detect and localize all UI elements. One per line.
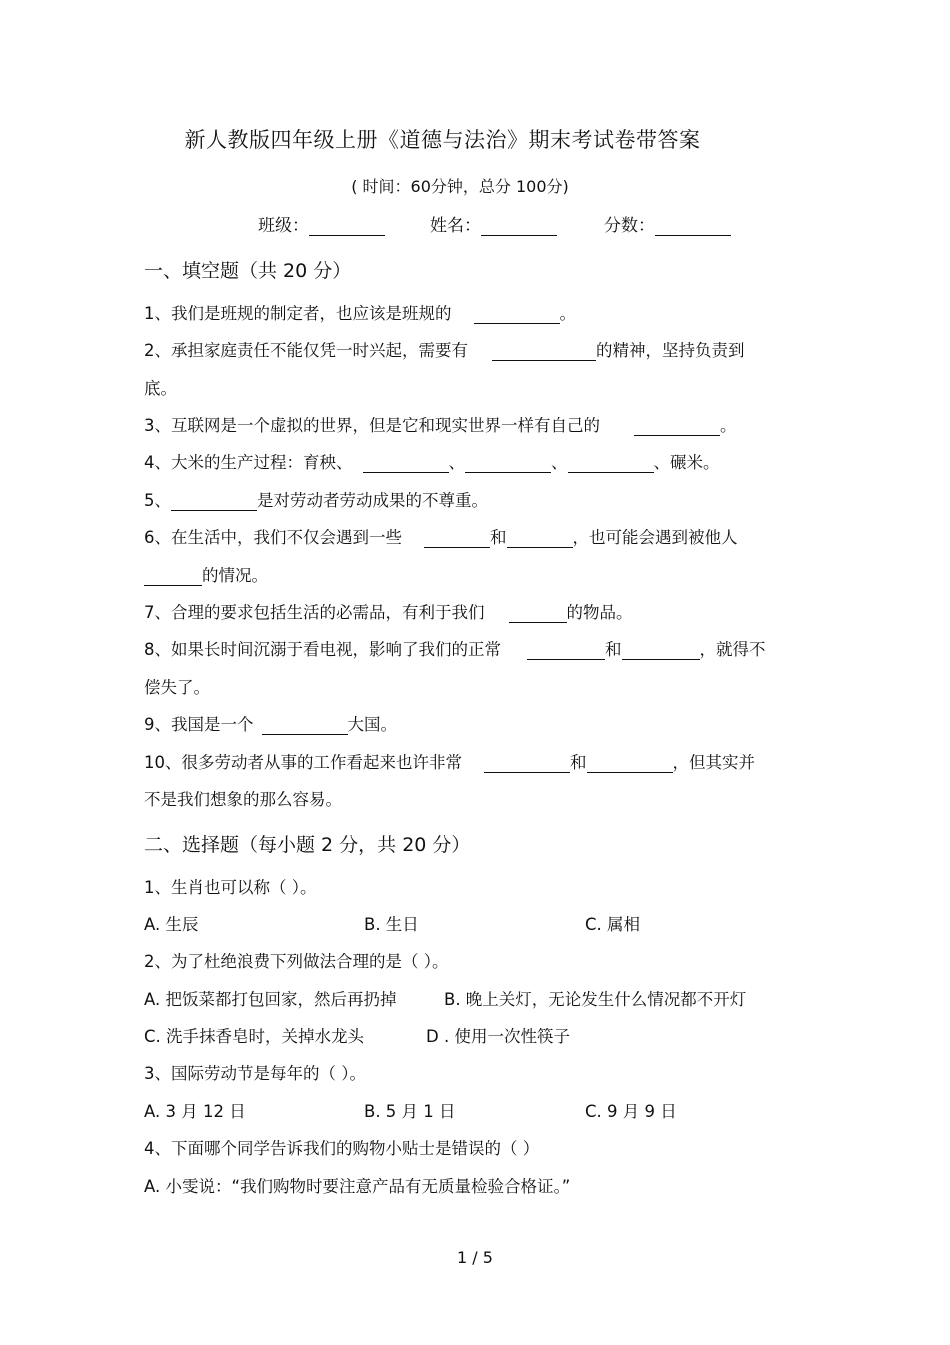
score-label: 分数： bbox=[604, 216, 655, 236]
class-blank[interactable] bbox=[309, 217, 385, 236]
option-a[interactable]: A. 生辰 bbox=[144, 915, 199, 934]
q-text: 、 bbox=[551, 453, 568, 472]
option-b[interactable]: B. 晚上关灯，无论发生什么情况都不开灯 bbox=[444, 990, 747, 1009]
q-text: 5、 bbox=[144, 491, 171, 510]
question-1-9 bbox=[144, 711, 397, 735]
q-text: ，也可能会遇到被他人 bbox=[572, 528, 738, 547]
answer-blank[interactable] bbox=[622, 641, 700, 660]
answer-blank[interactable] bbox=[474, 305, 560, 324]
answer-blank[interactable] bbox=[568, 454, 654, 473]
q-text: 大国。 bbox=[347, 715, 397, 734]
answer-blank[interactable] bbox=[527, 641, 605, 660]
option-a[interactable]: A. 3 月 12 日 bbox=[144, 1102, 246, 1121]
question-2-4: 4、下面哪个同学告诉我们的购物小贴士是错误的（ ） bbox=[144, 1139, 540, 1158]
question-1-8-cont: 偿失了。 bbox=[144, 678, 210, 697]
exam-time-info: ( 时间：60分钟，总分 100分) bbox=[351, 177, 569, 196]
answer-blank[interactable] bbox=[492, 342, 596, 361]
q-text: 1、我们是班规的制定者，也应该是班规的 bbox=[144, 304, 452, 323]
option-b[interactable]: B. 5 月 1 日 bbox=[364, 1102, 456, 1121]
option-a[interactable]: A. 小雯说：“我们购物时要注意产品有无质量检验合格证。” bbox=[144, 1177, 571, 1196]
q-text: 2、承担家庭责任不能仅凭一时兴起，需要有 bbox=[144, 341, 468, 360]
option-b[interactable]: B. 生日 bbox=[364, 915, 419, 934]
question-1-7 bbox=[144, 599, 633, 623]
q-text: 的精神，坚持负责到 bbox=[596, 341, 745, 360]
answer-blank[interactable] bbox=[465, 454, 551, 473]
answer-blank[interactable] bbox=[509, 604, 567, 623]
question-1-6 bbox=[144, 524, 738, 548]
score-field bbox=[604, 211, 731, 236]
question-1-10 bbox=[144, 749, 755, 773]
section-choice-heading: 二、选择题（每小题 2 分，共 20 分） bbox=[144, 834, 471, 856]
question-1-6-cont bbox=[144, 562, 268, 586]
question-1-5 bbox=[144, 487, 488, 511]
page-number: 1 / 5 bbox=[457, 1248, 493, 1267]
option-c[interactable]: C. 属相 bbox=[585, 915, 641, 934]
answer-blank[interactable] bbox=[144, 567, 202, 586]
q-text: 和 bbox=[490, 528, 507, 547]
answer-blank[interactable] bbox=[171, 492, 257, 511]
class-field bbox=[258, 211, 385, 236]
q-text: ，就得不 bbox=[699, 640, 766, 659]
option-a[interactable]: A. 把饭菜都打包回家，然后再扔掉 bbox=[144, 990, 397, 1009]
answer-blank[interactable] bbox=[634, 417, 720, 436]
q-text: 7、合理的要求包括生活的必需品，有利于我们 bbox=[144, 603, 485, 622]
q-text: 8、如果长时间沉溺于看电视，影响了我们的正常 bbox=[144, 640, 501, 659]
score-blank[interactable] bbox=[655, 217, 731, 236]
q-text: 的情况。 bbox=[202, 566, 268, 585]
q-text: 的物品。 bbox=[566, 603, 633, 622]
q-text: ，但其实并 bbox=[672, 753, 755, 772]
q-text: 、碾米。 bbox=[653, 453, 720, 472]
q-text: 9、我国是一个 bbox=[144, 715, 254, 734]
q-text: 和 bbox=[605, 640, 622, 659]
question-1-3 bbox=[144, 412, 737, 436]
question-1-4 bbox=[144, 449, 720, 473]
q-text: 是对劳动者劳动成果的不尊重。 bbox=[257, 491, 488, 510]
question-1-1 bbox=[144, 300, 576, 324]
name-field bbox=[430, 211, 557, 236]
class-label: 班级： bbox=[258, 216, 309, 236]
answer-blank[interactable] bbox=[363, 454, 449, 473]
q-text: 4、大米的生产过程：育秧、 bbox=[144, 453, 353, 472]
question-2-1: 1、生肖也可以称（ ）。 bbox=[144, 878, 317, 897]
page-title: 新人教版四年级上册《道德与法治》期末考试卷带答案 bbox=[184, 128, 701, 152]
section-fill-blank-heading: 一、填空题（共 20 分） bbox=[144, 260, 352, 282]
question-1-10-cont: 不是我们想象的那么容易。 bbox=[144, 790, 342, 809]
option-c[interactable]: C. 9 月 9 日 bbox=[585, 1102, 677, 1121]
answer-blank[interactable] bbox=[484, 754, 570, 773]
question-1-2-cont: 底。 bbox=[144, 379, 177, 398]
question-1-8 bbox=[144, 636, 766, 660]
q-text: 和 bbox=[570, 753, 587, 772]
q-text: 6、在生活中，我们不仅会遇到一些 bbox=[144, 528, 402, 547]
question-2-3: 3、国际劳动节是每年的（ ）。 bbox=[144, 1064, 366, 1083]
q-text: 。 bbox=[720, 416, 737, 435]
answer-blank[interactable] bbox=[262, 716, 348, 735]
option-d[interactable]: D . 使用一次性筷子 bbox=[426, 1027, 570, 1046]
answer-blank[interactable] bbox=[424, 529, 490, 548]
q-text: 3、互联网是一个虚拟的世界，但是它和现实世界一样有自己的 bbox=[144, 416, 600, 435]
name-blank[interactable] bbox=[481, 217, 557, 236]
question-2-2: 2、为了杜绝浪费下列做法合理的是（ ）。 bbox=[144, 952, 449, 971]
q-text: 、 bbox=[448, 453, 465, 472]
option-c[interactable]: C. 洗手抹香皂时，关掉水龙头 bbox=[144, 1027, 365, 1046]
answer-blank[interactable] bbox=[507, 529, 573, 548]
q-text: 。 bbox=[559, 304, 576, 323]
name-label: 姓名： bbox=[430, 216, 481, 236]
answer-blank[interactable] bbox=[587, 754, 673, 773]
q-text: 10、很多劳动者从事的工作看起来也许非常 bbox=[144, 753, 462, 772]
question-1-2 bbox=[144, 337, 745, 361]
